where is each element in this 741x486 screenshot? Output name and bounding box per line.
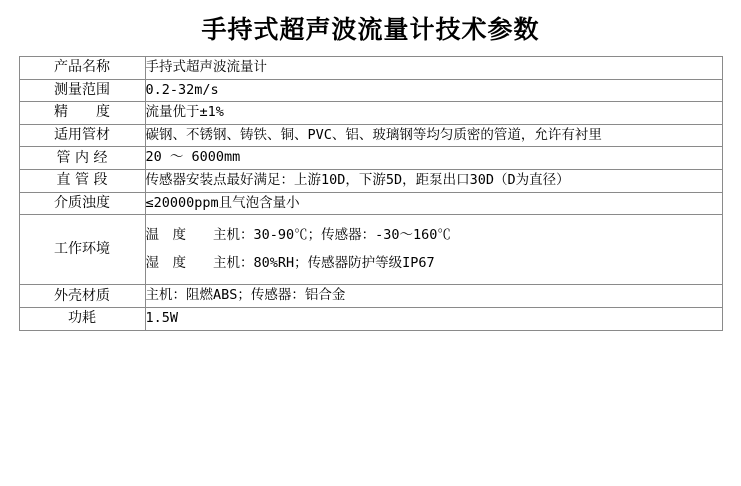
table-row xyxy=(19,285,722,308)
row-value: 主机：阻燃ABS；传感器：铝合金 xyxy=(145,285,722,308)
row-label: 精 度 xyxy=(19,102,145,125)
row-label: 测量范围 xyxy=(19,79,145,102)
row-label: 外壳材质 xyxy=(19,285,145,308)
row-value-line: 湿 度 主机：80%RH；传感器防护等级IP67 xyxy=(145,254,435,271)
row-value: 1.5W xyxy=(145,307,722,330)
row-value: 传感器安装点最好满足：上游10D，下游5D，距泵出口30D（D为直径） xyxy=(145,169,722,192)
table-row xyxy=(19,192,722,215)
row-value xyxy=(145,215,722,285)
table-row xyxy=(19,57,722,80)
table-row xyxy=(19,215,722,285)
row-value: 0.2-32m/s xyxy=(145,79,722,102)
table-row xyxy=(19,307,722,330)
row-value: 20 ～ 6000mm xyxy=(145,147,722,170)
row-label: 适用管材 xyxy=(19,124,145,147)
table-row xyxy=(19,102,722,125)
table-body xyxy=(19,57,722,331)
row-label: 工作环境 xyxy=(19,215,145,285)
row-label: 功耗 xyxy=(19,307,145,330)
specifications-table xyxy=(19,56,723,331)
row-label: 直 管 段 xyxy=(19,169,145,192)
table-row xyxy=(19,124,722,147)
row-value: 流量优于±1% xyxy=(145,102,722,125)
table-row xyxy=(19,147,722,170)
row-value: ≤20000ppm且气泡含量小 xyxy=(145,192,722,215)
table-row xyxy=(19,79,722,102)
row-value: 手持式超声波流量计 xyxy=(145,57,722,80)
row-label: 管 内 经 xyxy=(19,147,145,170)
row-label: 产品名称 xyxy=(19,57,145,80)
row-label: 介质浊度 xyxy=(19,192,145,215)
table-row xyxy=(19,169,722,192)
row-value: 碳钢、不锈钢、铸铁、铜、PVC、铝、玻璃钢等均匀质密的管道，允许有衬里 xyxy=(145,124,722,147)
row-value-line: 温 度 主机：30-90℃；传感器：-30～160℃ xyxy=(145,227,451,244)
page-title: 手持式超声波流量计技术参数 xyxy=(201,15,540,44)
